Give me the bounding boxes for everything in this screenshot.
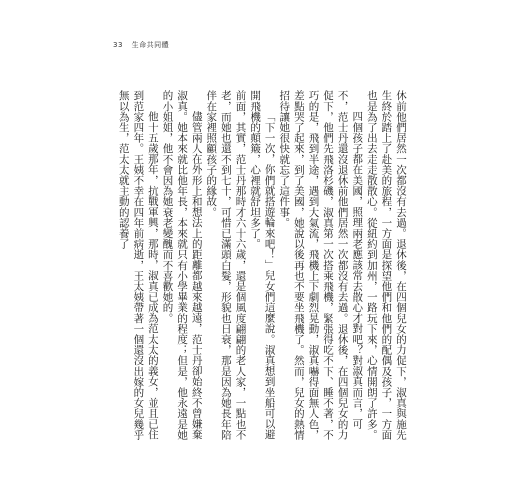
running-header <box>113 40 169 50</box>
paragraph: 「下一次，你們就搭遊輪來吧！」兒女們這麼說。淑真想到坐船可以避開飛機的顛簸，心裡就舒坦多了。 <box>249 90 276 440</box>
paragraph: 四個孩子都在美國，照理兩老應該常去散心才對吧？對淑真而言，可不，范士丹還沒退休前他們居然一次都沒有去過。退休後，在四個兒女的力促下，他們先飛洛杉磯，淑真第一次搭乘飛機，緊張得吃不下、睡不著，不巧的是，飛到半途，遇到大氣流，飛機上下劇烈晃動，淑真嚇得面無人色，差點哭了起來，到了美國，她說以後再也不要坐飛機了。然而，兒女的熱情招待讓她很快就忘了這件事。 <box>278 90 364 440</box>
vertical-body-text <box>108 90 408 440</box>
book-title: 生命共同體 <box>131 41 170 49</box>
page-number: 33 <box>113 41 123 49</box>
paragraph: 他十五歲那年，抗戰軍興，那時，淑真已成為范太太的義女，並且已住到范家四年。王姨不幸在四年前病逝，王太姨帶著一個還沒出嫁的女兒幾乎無以為生，范太太就主動的認養了 <box>117 90 159 440</box>
paragraph: 休前他們居然一次都沒有去過。退休後，在四個兒女的力促下，淑真與施先生終於踏上了赴美的旅程，一方面是探望他們和他們的配偶及孩子，一方面也是為了出去走走散散心。從紐約到加州，一路玩下來，心情開朗了許多。 <box>365 90 407 440</box>
paragraph: 前面，其實，范士丹那時才六十六歲，還是個風度翩翩的老人家，一點也不老，而她也還不到七十，可惜已滿頭白髮，形貌也日衰，那是因為她長年陪伴在家裡照顧孩子的緣故。 <box>205 90 247 440</box>
paragraph: 儘管兩人在外形上和想法上的距離都越來越遠，范士丹卻始終不曾嫌棄淑真。她本來就比他年長，本來就只有小學畢業的程度；但是，他永遠是她的小姐姐，他不會因為她衰老變醜而不喜歡她的。 <box>161 90 203 440</box>
